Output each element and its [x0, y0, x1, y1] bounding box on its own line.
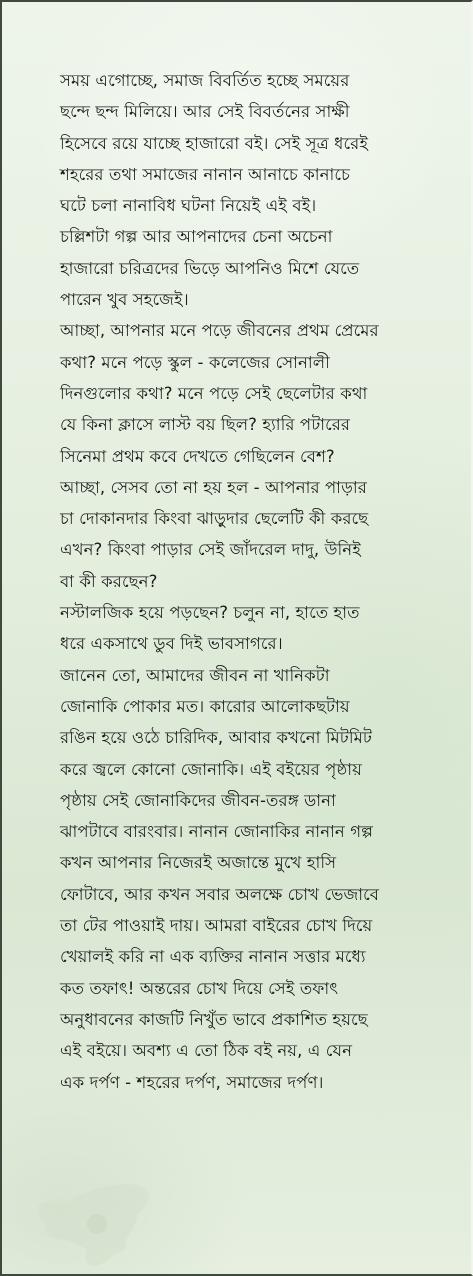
- blurb-line: ছন্দে ছন্দ মিলিয়ে। আর সেই বিবর্তনের সাক্ষী: [60, 102, 350, 122]
- blurb-line: আচ্ছা, আপনার মনে পড়ে জীবনের প্রথম প্রেমের: [60, 321, 379, 341]
- blurb-line: সিনেমা প্রথম কবে দেখতে গেছিলেন বেশ?: [60, 446, 335, 466]
- blurb-line: হাজারো চরিত্রদের ভিড়ে আপনিও মিশে যেতে: [60, 258, 360, 278]
- blurb-line: এক দর্পণ - শহরের দর্পণ, সমাজের দর্পণ।: [60, 1072, 324, 1092]
- blurb-line: জানেন তো, আমাদের জীবন না খানিকটা: [60, 665, 330, 685]
- blurb-line: ঝাপটাবে বারংবার। নানান জোনাকির নানান গল্প: [60, 822, 374, 842]
- blurb-line: চল্লিশটা গল্প আর আপনাদের চেনা অচেনা: [60, 227, 333, 247]
- blurb-line: আচ্ছা, সেসব তো না হয় হল - আপনার পাড়ার: [60, 477, 367, 497]
- blurb-line: শহরের তথা সমাজের নানান আনাচে কানাচে: [60, 164, 351, 184]
- blurb-line: কখন আপনার নিজেরই অজান্তে মুখে হাসি: [60, 853, 337, 873]
- faded-flower-decoration: [12, 1142, 182, 1272]
- blurb-line: কথা? মনে পড়ে স্কুল - কলেজের সোনালী: [60, 352, 330, 372]
- blurb-line: দিনগুলোর কথা? মনে পড়ে সেই ছেলেটার কথা: [60, 383, 368, 403]
- blurb-line: অনুধাবনের কাজটি নিখুঁত ভাবে প্রকাশিত হয়ছে: [60, 1009, 368, 1029]
- blurb-line: ফোটাবে, আর কখন সবার অলক্ষে চোখ ভেজাবে: [60, 884, 380, 904]
- blurb-line: চা দোকানদার কিংবা ঝাড়ুদার ছেলেটি কী করছে: [60, 509, 369, 529]
- blurb-line: পারেন খুব সহজেই।: [60, 290, 189, 310]
- blurb-line: ধরে একসাথে ডুব দিই ভাবসাগরে।: [60, 634, 283, 654]
- blurb-line: বা কী করছেন?: [60, 571, 158, 591]
- blurb-line: করে জ্বলে কোনো জোনাকি। এই বইয়ের পৃষ্ঠায়: [60, 759, 362, 779]
- blurb-line: এখন? কিংবা পাড়ার সেই জাঁদরেল দাদু, উনিই: [60, 540, 361, 560]
- blurb-line: ঘটে চলা নানাবিধ ঘটনা নিয়েই এই বই।: [60, 196, 317, 216]
- blurb-line: সময় এগোচ্ছে, সমাজ বিবর্তিত হচ্ছে সময়ের: [60, 71, 350, 90]
- blurb-line: খেয়ালই করি না এক ব্যক্তির নানান সত্তার মধ্যে: [60, 947, 366, 967]
- blurb-line: হিসেবে রয়ে যাচ্ছে হাজারো বই। সেই সূত্র ধরেই: [60, 133, 369, 153]
- blurb-line: নস্টালজিক হয়ে পড়ছেন? চলুন না, হাতে হাত: [60, 603, 360, 623]
- blurb-line: জোনাকি পোকার মত। কারোর আলোকছটায়: [60, 696, 350, 716]
- blurb-line: এই বইয়ে। অবশ্য এ তো ঠিক বই নয়, এ যেন: [60, 1041, 353, 1061]
- blurb-line: রঙিন হয়ে ওঠে চারিদিক, আবার কখনো মিটমিট: [60, 728, 372, 748]
- blurb-line: পৃষ্ঠায় সেই জোনাকিদের জীবন-তরঙ্গ ডানা: [60, 790, 336, 810]
- book-blurb-text: [60, 65, 455, 1098]
- blurb-line: তা টের পাওয়াই দায়। আমরা বাইরের চোখ দিয়ে: [60, 916, 373, 936]
- blurb-line: যে কিনা ক্লাসে লাস্ট বয় ছিল? হ্যারি পটারের: [60, 415, 351, 435]
- blurb-line: কত তফাৎ! অন্তরের চোখ দিয়ে সেই তফাৎ: [60, 978, 339, 998]
